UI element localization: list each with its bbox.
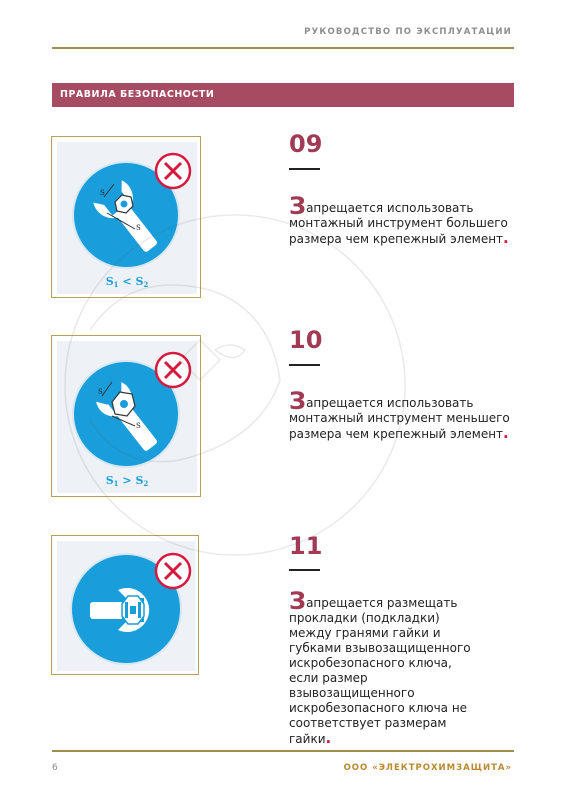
drop-cap: З xyxy=(289,587,307,615)
svg-text:S: S xyxy=(98,388,103,396)
wrench-too-large-prohibited-icon xyxy=(52,137,202,299)
rule-09-image xyxy=(51,136,201,298)
rule-10-image xyxy=(51,335,201,497)
company-name: ООО «ЭЛЕКТРОХИМЗАЩИТА» xyxy=(343,763,512,773)
section-title: ПРАВИЛА БЕЗОПАСНОСТИ xyxy=(52,83,514,107)
drop-cap: З xyxy=(289,387,307,415)
end-dot: . xyxy=(325,729,332,747)
rule-09-text: Запрещается использовать монтажный инструмент большего размера чем крепежный элемент. xyxy=(289,192,509,247)
wrench-with-shims-prohibited-icon xyxy=(52,536,200,676)
page-number: 6 xyxy=(52,763,58,773)
rule-10-underline xyxy=(289,364,320,366)
document-header-title: РУКОВОДСТВО ПО ЭКСПЛУАТАЦИИ xyxy=(304,27,512,37)
caption-s1: S xyxy=(105,275,114,288)
end-dot: . xyxy=(503,424,509,442)
rule-11-underline xyxy=(289,569,320,571)
drop-cap: З xyxy=(289,192,307,220)
svg-text:S: S xyxy=(100,189,105,197)
svg-text:S: S xyxy=(136,224,141,232)
rule-10-text: Запрещается использовать монтажный инструмент меньшего размера чем крепежный элемент. xyxy=(289,387,510,442)
wrench-too-small-prohibited-icon xyxy=(52,336,202,498)
rule-10-number: 10 xyxy=(289,326,323,354)
rule-11-image xyxy=(51,535,199,675)
header-divider xyxy=(52,47,514,49)
rule-11-number: 11 xyxy=(289,532,323,560)
rule-11-text: Запрещается размещать прокладки (подкладки) между гранями гайки и губками взывозащищенного искробезопасного ключа, если размер взывозащищенного искробезопасного ключа не соответствует размерам гайки. xyxy=(289,587,471,747)
svg-text:S1 > S2: S1 > S2 xyxy=(105,474,149,488)
footer-divider xyxy=(52,750,514,752)
svg-text:S: S xyxy=(136,422,141,430)
rule-09-underline xyxy=(289,168,320,170)
svg-text:S1 < S2: S1 < S2 xyxy=(105,275,149,289)
end-dot: . xyxy=(503,229,509,247)
rule-09-number: 09 xyxy=(289,130,323,158)
